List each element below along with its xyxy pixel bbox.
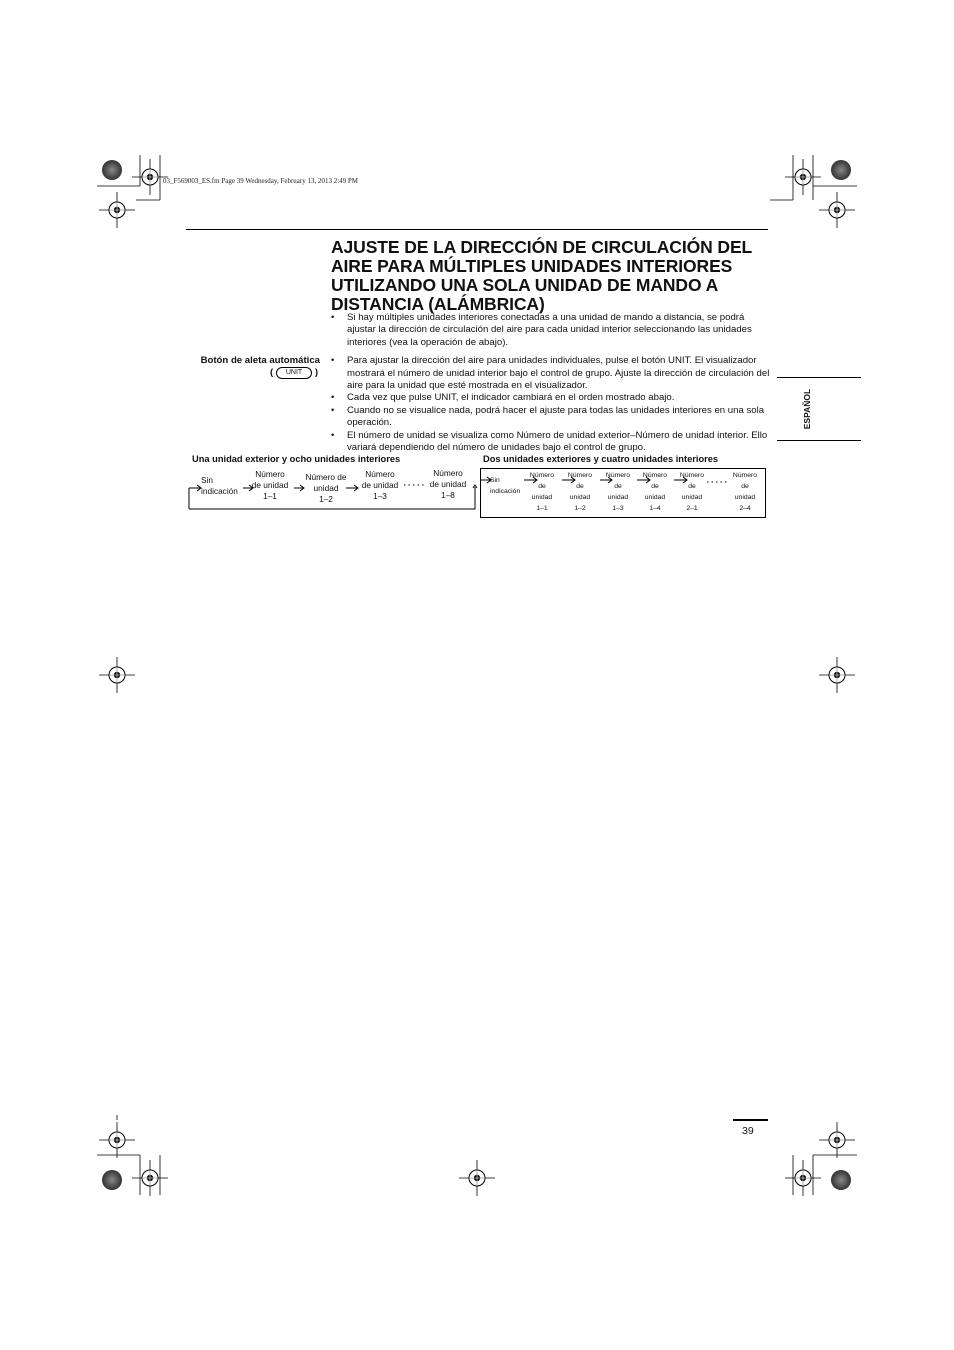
bullet-item: • Cada vez que pulse UNIT, el indicador cambiará en el orden mostrado abajo. bbox=[331, 392, 771, 404]
flow-step: 2–1 bbox=[686, 505, 698, 512]
flow-step-start: indicación bbox=[201, 486, 238, 496]
flow-step: Número bbox=[433, 468, 463, 478]
flow-step: de bbox=[614, 483, 622, 490]
title-line: AJUSTE DE LA DIRECCIÓN DE CIRCULACIÓN DEL bbox=[331, 237, 753, 257]
registration-mark bbox=[785, 1160, 821, 1196]
color-disc-bottom-right bbox=[831, 1170, 851, 1190]
title-line: AIRE PARA MÚLTIPLES UNIDADES INTERIORES bbox=[331, 256, 733, 276]
registration-mark bbox=[99, 1122, 135, 1158]
title-line: DISTANCIA (ALÁMBRICA) bbox=[331, 294, 545, 314]
flow-step: de bbox=[688, 483, 696, 490]
flow-step: de bbox=[651, 483, 659, 490]
language-tab bbox=[777, 377, 861, 441]
flow-step: unidad bbox=[569, 494, 591, 501]
flow-step: de unidad bbox=[251, 480, 289, 490]
color-disc-top-right bbox=[831, 160, 851, 180]
flow-step: Número bbox=[255, 469, 285, 479]
page-number: 39 bbox=[742, 1125, 754, 1137]
flow-step: Número bbox=[605, 472, 631, 479]
flow-step: 1–8 bbox=[441, 490, 455, 500]
print-header: 03_F569003_ES.fm Page 39 Wednesday, February 13, 2013 2:49 PM bbox=[163, 177, 359, 185]
section-title bbox=[331, 238, 771, 314]
page-number-rule bbox=[733, 1119, 768, 1121]
registration-mark bbox=[132, 159, 168, 195]
diagram-right-title: Dos unidades exteriores y cuatro unidades interiores bbox=[483, 454, 719, 464]
flow-step: Número bbox=[567, 472, 593, 479]
flow-step: unidad bbox=[531, 494, 553, 501]
flow-step: de bbox=[741, 483, 749, 490]
flow-step: unidad bbox=[681, 494, 703, 501]
flow-step: de bbox=[538, 483, 546, 490]
bullet-item: • Para ajustar la dirección del aire para unidades individuales, pulse el botón UNIT. El visualizador mostrará el número de unidad interior bajo el control de grupo. Ajuste la dirección de circulación del aire para la unidad que esté mostrada en el visualizador. bbox=[331, 355, 771, 392]
flow-step: Número bbox=[365, 469, 395, 479]
flow-step: Número bbox=[732, 472, 758, 479]
flow-diagram-right bbox=[479, 464, 769, 520]
bullet-item: • El número de unidad se visualiza como Número de unidad exterior–Número de unidad interior. Ello variará dependiendo del número de unidades bajo el control de grupo. bbox=[331, 430, 771, 455]
instruction-list bbox=[331, 312, 771, 454]
diagram-left-title: Una unidad exterior y ocho unidades interiores bbox=[192, 454, 401, 464]
flow-step: 2–4 bbox=[739, 505, 751, 512]
registration-mark bbox=[99, 192, 135, 228]
unit-button-icon: UNIT bbox=[276, 367, 312, 379]
language-tab-label: ESPAÑOL bbox=[802, 388, 812, 430]
registration-mark bbox=[132, 1160, 168, 1196]
flow-step: de unidad bbox=[429, 479, 467, 489]
flow-step: Número bbox=[679, 472, 705, 479]
title-line: UTILIZANDO UNA SOLA UNIDAD DE MANDO A bbox=[331, 275, 719, 295]
flow-step-start: Sin bbox=[490, 477, 500, 484]
flow-step: 1–2 bbox=[574, 505, 586, 512]
color-disc-top-left bbox=[102, 160, 122, 180]
registration-mark bbox=[785, 159, 821, 195]
registration-mark bbox=[819, 1122, 855, 1158]
header-rule bbox=[186, 229, 768, 230]
flow-step: 1–2 bbox=[319, 494, 333, 504]
flow-step: 1–3 bbox=[373, 491, 387, 501]
side-note-label: Botón de aleta automática bbox=[200, 355, 320, 366]
flow-step: 1–3 bbox=[612, 505, 624, 512]
registration-mark bbox=[99, 657, 135, 693]
flow-step: unidad bbox=[644, 494, 666, 501]
bullet-item: • Si hay múltiples unidades interiores conectadas a una unidad de mando a distancia, se podrá ajustar la dirección de circulación del aire para cada unidad interior seleccionando las unidades interiores (vea la operación de abajo). bbox=[331, 312, 771, 349]
flow-step: 1–4 bbox=[649, 505, 661, 512]
flow-step: unidad bbox=[313, 483, 339, 493]
unit-button-reference bbox=[270, 367, 318, 379]
flow-step: de unidad bbox=[361, 480, 399, 490]
flow-step-start: indicación bbox=[490, 488, 521, 495]
flow-step: unidad bbox=[607, 494, 629, 501]
bullet-item: • Cuando no se visualice nada, podrá hacer el ajuste para todas las unidades interiores en una sola operación. bbox=[331, 405, 771, 430]
color-disc-bottom-left bbox=[102, 1170, 122, 1190]
registration-mark bbox=[459, 1160, 495, 1196]
flow-step: Número de bbox=[305, 472, 347, 482]
flow-step: 1–1 bbox=[263, 491, 277, 501]
close-paren: ) bbox=[314, 367, 319, 378]
registration-mark bbox=[819, 657, 855, 693]
open-paren: ( bbox=[270, 367, 274, 378]
flow-step-start: Sin bbox=[201, 475, 213, 485]
flow-step: Número bbox=[642, 472, 668, 479]
flow-step: de bbox=[576, 483, 584, 490]
flow-step: unidad bbox=[734, 494, 756, 501]
flow-step: 1–1 bbox=[536, 505, 548, 512]
registration-mark bbox=[819, 192, 855, 228]
flow-diagram-left bbox=[186, 464, 478, 512]
flow-step: Número bbox=[529, 472, 555, 479]
